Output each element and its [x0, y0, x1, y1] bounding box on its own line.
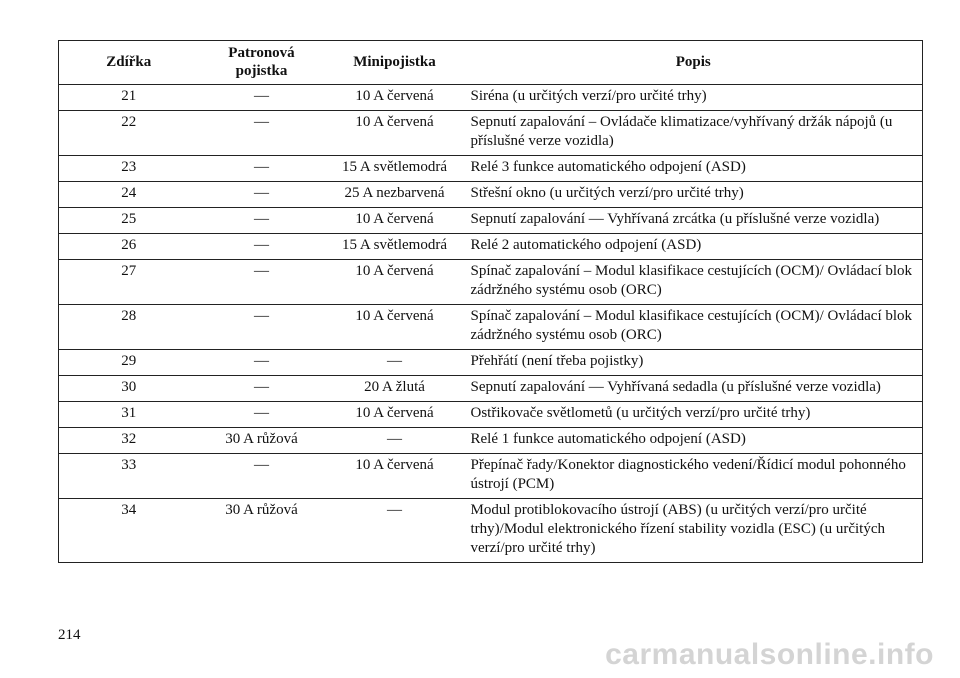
table-row [59, 305, 923, 350]
cell-minipojistka: — [325, 428, 465, 454]
cell-popis: Relé 2 automatického odpojení (ASD) [465, 234, 923, 260]
table-header-row [59, 41, 923, 85]
table-row [59, 156, 923, 182]
cell-minipojistka: 10 A červená [325, 85, 465, 111]
cell-patronova: 30 A růžová [199, 428, 325, 454]
header-patronova: Patronová pojistka [199, 41, 325, 85]
cell-patronova: — [199, 234, 325, 260]
table-row [59, 376, 923, 402]
cell-patronova: — [199, 305, 325, 350]
cell-popis: Relé 1 funkce automatického odpojení (ASD) [465, 428, 923, 454]
cell-patronova: — [199, 260, 325, 305]
cell-zdirka: 24 [59, 182, 199, 208]
cell-patronova: — [199, 85, 325, 111]
cell-patronova: — [199, 111, 325, 156]
header-zdirka: Zdířka [59, 41, 199, 85]
cell-minipojistka: — [325, 499, 465, 563]
page-number: 214 [58, 627, 81, 643]
cell-zdirka: 21 [59, 85, 199, 111]
cell-popis: Sepnutí zapalování — Vyhřívaná sedadla (u příslušné verze vozidla) [465, 376, 923, 402]
table-row [59, 111, 923, 156]
cell-minipojistka: 15 A světlemodrá [325, 234, 465, 260]
cell-popis: Spínač zapalování – Modul klasifikace cestujících (OCM)/ Ovládací blok zádržného systému osob (ORC) [465, 260, 923, 305]
cell-popis: Přehřátí (není třeba pojistky) [465, 350, 923, 376]
table-row [59, 85, 923, 111]
cell-zdirka: 33 [59, 454, 199, 499]
cell-minipojistka: 10 A červená [325, 260, 465, 305]
cell-minipojistka: 10 A červená [325, 305, 465, 350]
cell-minipojistka: 15 A světlemodrá [325, 156, 465, 182]
cell-minipojistka: 10 A červená [325, 208, 465, 234]
cell-popis: Relé 3 funkce automatického odpojení (ASD) [465, 156, 923, 182]
table-row [59, 499, 923, 563]
cell-popis: Sepnutí zapalování — Vyhřívaná zrcátka (u příslušné verze vozidla) [465, 208, 923, 234]
table-row [59, 260, 923, 305]
cell-patronova: — [199, 208, 325, 234]
cell-patronova: — [199, 454, 325, 499]
cell-zdirka: 34 [59, 499, 199, 563]
header-popis: Popis [465, 41, 923, 85]
table-row [59, 208, 923, 234]
header-minipojistka: Minipojistka [325, 41, 465, 85]
cell-zdirka: 29 [59, 350, 199, 376]
fuse-table [58, 40, 923, 563]
cell-zdirka: 32 [59, 428, 199, 454]
table-row [59, 350, 923, 376]
cell-minipojistka: 10 A červená [325, 111, 465, 156]
table-row [59, 182, 923, 208]
cell-zdirka: 23 [59, 156, 199, 182]
cell-popis: Ostřikovače světlometů (u určitých verzí/pro určité trhy) [465, 402, 923, 428]
cell-patronova: 30 A růžová [199, 499, 325, 563]
cell-popis: Modul protiblokovacího ústrojí (ABS) (u určitých verzí/pro určité trhy)/Modul elektronického řízení stability vozidla (ESC) (u určitých verzí/pro určité trhy) [465, 499, 923, 563]
cell-patronova: — [199, 156, 325, 182]
cell-zdirka: 26 [59, 234, 199, 260]
cell-minipojistka: 10 A červená [325, 454, 465, 499]
cell-zdirka: 27 [59, 260, 199, 305]
cell-patronova: — [199, 182, 325, 208]
cell-patronova: — [199, 376, 325, 402]
cell-zdirka: 31 [59, 402, 199, 428]
cell-popis: Spínač zapalování – Modul klasifikace cestujících (OCM)/ Ovládací blok zádržného systému osob (ORC) [465, 305, 923, 350]
cell-popis: Siréna (u určitých verzí/pro určité trhy) [465, 85, 923, 111]
cell-minipojistka: 20 A žlutá [325, 376, 465, 402]
table-row [59, 234, 923, 260]
cell-minipojistka: 10 A červená [325, 402, 465, 428]
watermark-logo: carmanualsonline.info [605, 638, 934, 671]
table-row [59, 428, 923, 454]
table-row [59, 402, 923, 428]
cell-zdirka: 28 [59, 305, 199, 350]
cell-popis: Sepnutí zapalování – Ovládače klimatizace/vyhřívaný držák nápojů (u příslušné verze vozidla) [465, 111, 923, 156]
cell-patronova: — [199, 402, 325, 428]
cell-zdirka: 22 [59, 111, 199, 156]
cell-minipojistka: — [325, 350, 465, 376]
cell-popis: Přepínač řady/Konektor diagnostického vedení/Řídicí modul pohonného ústrojí (PCM) [465, 454, 923, 499]
cell-minipojistka: 25 A nezbarvená [325, 182, 465, 208]
cell-patronova: — [199, 350, 325, 376]
cell-popis: Střešní okno (u určitých verzí/pro určité trhy) [465, 182, 923, 208]
table-row [59, 454, 923, 499]
cell-zdirka: 30 [59, 376, 199, 402]
cell-zdirka: 25 [59, 208, 199, 234]
